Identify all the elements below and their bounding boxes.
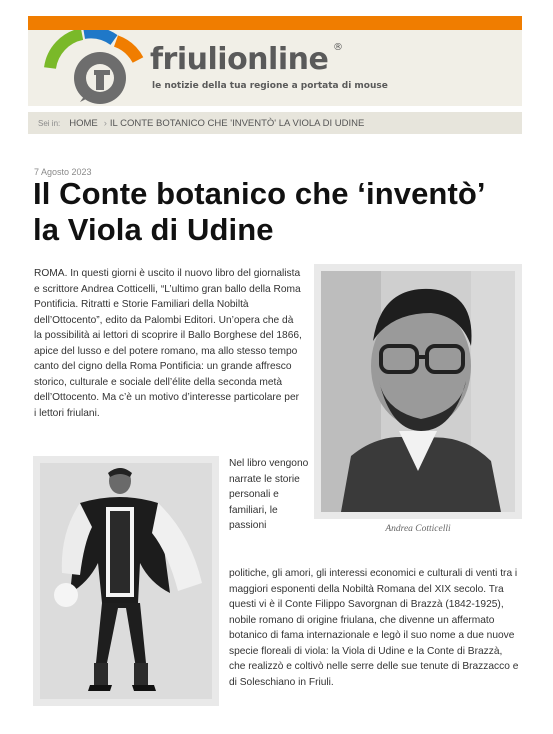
article-date: 7 Agosto 2023: [34, 167, 92, 177]
article-paragraph-1: ROMA. In questi giorni è uscito il nuovo libro del giornalista e scrittore Andrea Cotticelli, “L’ultimo gran ballo della Roma Pontificia. Ritratti e Storie Familiari della Nobiltà dell’Ottocento”, edito da Palombi Editori. Un’opera che dà la possibilità ai lettori di scoprire il Ballo Borghese del 1866, apice del lusso e del potere romano, ma allo stesso tempo canto del cigno della Roma Pontificia: un grande affresco storico, culturale e sociale dell’élite della seconda metà dell’Ottocento. Ma c’è un motivo d’interesse particolare per i lettori friulani.: [34, 268, 302, 419]
breadcrumb-home-link[interactable]: HOME: [69, 117, 98, 129]
registered-mark: ®: [333, 42, 343, 53]
top-orange-bar: [28, 16, 522, 30]
article-title: Il Conte botanico che ‘inventò’ la Viola di Udine: [33, 176, 484, 247]
breadcrumb-current: IL CONTE BOTANICO CHE 'INVENTÒ' LA VIOLA DI UDINE: [109, 117, 365, 129]
logo-tagline: le notizie della tua regione a portata di mouse: [152, 81, 388, 91]
historical-photo[interactable]: [33, 456, 219, 706]
logo-wordmark-part2: online: [227, 42, 329, 77]
breadcrumb-separator: ›: [103, 117, 107, 129]
site-header: [28, 30, 522, 106]
logo-wordmark-part1: friuli: [150, 42, 228, 77]
article-paragraph-2-start: Nel libro vengono narrate le storie personali e familiari, le passioni: [229, 458, 309, 531]
article-paragraph-2-rest: politiche, gli amori, gli interessi economici e culturali di venti tra i maggiori esponenti della Nobiltà Romana del XIX secolo. Tra questi vi è il Conte Filippo Savorgnan di Brazzà (1842-1925), nobile romano di origine friulana, che divenne un affermato botanico di fama internazionale e legò il suo nome a due nuove specie floreali di viola: la Viola di Udine e la Conte di Brazzà, che realizzò e coltivò nelle serre delle sue tenute di Brazzacco e di Soleschiano in Friuli.: [229, 568, 519, 688]
logo-wordmark[interactable]: [150, 42, 328, 77]
count-portrait-image: [40, 463, 212, 699]
author-photo-caption: Andrea Cotticelli: [385, 524, 451, 534]
breadcrumb-label: Sei in:: [38, 118, 61, 128]
breadcrumb: [28, 112, 522, 134]
author-photo[interactable]: [314, 264, 522, 519]
author-portrait-image: [321, 271, 515, 512]
friulionline-logo-icon[interactable]: [38, 30, 148, 106]
